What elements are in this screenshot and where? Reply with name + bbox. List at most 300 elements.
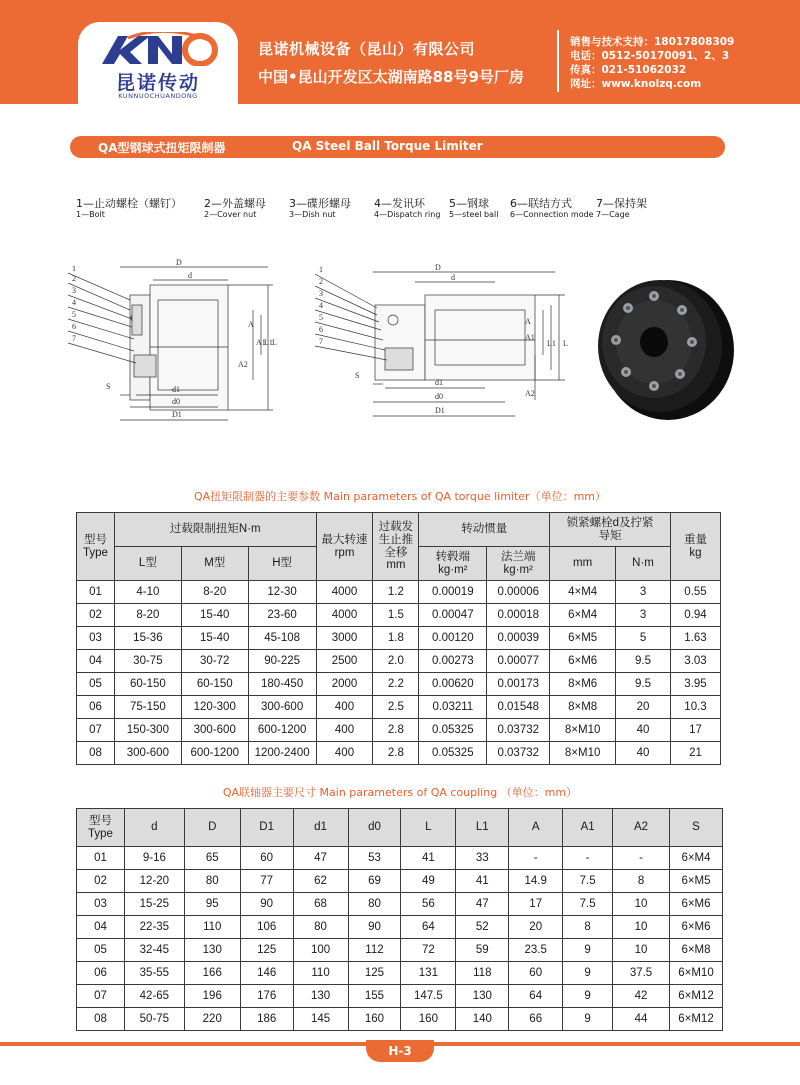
table1-cell: 0.00273: [419, 650, 487, 673]
table2-cell: 41: [456, 870, 509, 893]
table1-cell: 0.00039: [487, 627, 550, 650]
table2-cell: 8: [613, 870, 670, 893]
table2-cell: 64: [401, 916, 456, 939]
title-cn: QA型钢球式扭矩限制器: [98, 141, 226, 155]
table2-row: [77, 962, 723, 985]
table2-cell: 155: [348, 985, 401, 1008]
table2-cell: 6×M4: [669, 847, 722, 870]
table1-cell: 0.03732: [487, 719, 550, 742]
legend-item-6-en: 6—Connection mode: [510, 210, 594, 219]
table1-cell: 0.05325: [419, 742, 487, 765]
table1-row: [77, 627, 721, 650]
table2-cell: 15-25: [124, 893, 184, 916]
table1-cell: 1200-2400: [248, 742, 316, 765]
table2-cell: 07: [77, 985, 125, 1008]
table2-row: [77, 916, 723, 939]
header-divider: [557, 30, 559, 92]
callout-5-b: 5: [319, 313, 323, 322]
table2-cell: 42-65: [124, 985, 184, 1008]
dim-d-2: d: [451, 273, 455, 282]
table2-cell: -: [613, 847, 670, 870]
legend-item-5: 5—钢球: [449, 197, 489, 210]
table2-row: [77, 870, 723, 893]
table1-header-row: [77, 513, 721, 547]
th2-col: A2: [613, 809, 670, 847]
table1-cell: 04: [77, 650, 115, 673]
table1-cell: 08: [77, 742, 115, 765]
th-bolt: 锁紧螺栓d及拧紧 导矩: [550, 513, 671, 547]
dim-d0-2: d0: [435, 392, 443, 401]
legend-item-1-en: 1—Bolt: [76, 210, 105, 219]
th2-type: 型号 Type: [77, 809, 125, 847]
table2-cell: 90: [348, 916, 401, 939]
dim-D: D: [176, 258, 182, 267]
product-photo: [588, 268, 736, 424]
contact-fax: 传真：021-51062032: [570, 64, 687, 76]
dim-S: S: [106, 382, 111, 391]
table1-cell: 400: [316, 719, 373, 742]
table1-cell: 01: [77, 581, 115, 604]
table1-cell: 17: [670, 719, 720, 742]
legend-item-7-en: 7—Cage: [596, 210, 630, 219]
callout-1-b: 1: [319, 265, 323, 274]
table1-row: [77, 673, 721, 696]
table1-cell: 4000: [316, 581, 373, 604]
table2-cell: 66: [509, 1008, 563, 1031]
table1-cell: 40: [616, 742, 671, 765]
table1-cell: 9.5: [616, 650, 671, 673]
table2-cell: -: [509, 847, 563, 870]
table1-cell: 3: [616, 604, 671, 627]
legend-item-1: 1—止动螺栓（螺钉）: [76, 197, 182, 210]
table1-cell: 90-225: [248, 650, 316, 673]
title-en: QA Steel Ball Torque Limiter: [292, 139, 483, 153]
dim-S-2: S: [355, 371, 360, 380]
table2-cell: 80: [348, 893, 401, 916]
table2-cell: 04: [77, 916, 125, 939]
table1-cell: 4-10: [114, 581, 181, 604]
table2-row: [77, 939, 723, 962]
company-name: 昆诺机械设备（昆山）有限公司: [258, 40, 476, 58]
callout-7-b: 7: [319, 337, 323, 346]
table1-row: [77, 696, 721, 719]
table2-cell: 9: [563, 985, 613, 1008]
table1-cell: 8-20: [181, 581, 248, 604]
callout-6-b: 6: [319, 325, 323, 334]
table1-cell: 20: [616, 696, 671, 719]
table1-cell: 0.00620: [419, 673, 487, 696]
table1-cell: 2.5: [373, 696, 419, 719]
table1-cell: 0.01548: [487, 696, 550, 719]
table2-cell: 14.9: [509, 870, 563, 893]
table2-cell: 49: [401, 870, 456, 893]
th-flange: 法兰端 kg·m²: [487, 547, 550, 581]
table2-cell: 95: [184, 893, 240, 916]
dim-A: A: [248, 320, 254, 329]
table1-cell: 4000: [316, 604, 373, 627]
th-inertia: 转动惯量: [419, 513, 550, 547]
table1-cell: 06: [77, 696, 115, 719]
section-drawing-left: [68, 255, 300, 430]
table1-cell: 400: [316, 742, 373, 765]
legend-item-2-en: 2—Cover nut: [204, 210, 257, 219]
table1-cell: 0.00077: [487, 650, 550, 673]
table1-cell: 6×M4: [550, 604, 616, 627]
table1-cell: 0.03211: [419, 696, 487, 719]
table2-cell: 160: [348, 1008, 401, 1031]
table1-cell: 1.5: [373, 604, 419, 627]
section-drawing-right: [315, 260, 577, 430]
th-M: M型: [181, 547, 248, 581]
table1-cell: 0.00019: [419, 581, 487, 604]
table2-cell: 37.5: [613, 962, 670, 985]
table2-cell: 47: [456, 893, 509, 916]
callout-4-b: 4: [319, 301, 323, 310]
table1-cell: 300-600: [181, 719, 248, 742]
table2-cell: 33: [456, 847, 509, 870]
table2-cell: 10: [613, 893, 670, 916]
table1-cell: 2.8: [373, 742, 419, 765]
table1-cell: 21: [670, 742, 720, 765]
table2-cell: 10: [613, 939, 670, 962]
dim-A1: A1: [256, 338, 266, 347]
callout-5: 5: [72, 310, 76, 319]
table2-cell: 72: [401, 939, 456, 962]
table2-caption: QA联轴器主要尺寸 Main parameters of QA coupling （单位：mm）: [222, 786, 578, 799]
table1-cell: 180-450: [248, 673, 316, 696]
table2-cell: 35-55: [124, 962, 184, 985]
table1-row: [77, 581, 721, 604]
table2-cell: 56: [401, 893, 456, 916]
table2-cell: 160: [401, 1008, 456, 1031]
table1-cell: 3: [616, 581, 671, 604]
table1-cell: 1.8: [373, 627, 419, 650]
th2-col: A1: [563, 809, 613, 847]
legend-item-3: 3—碟形螺母: [289, 197, 351, 210]
legend-item-4-en: 4—Dispatch ring: [374, 210, 441, 219]
callout-1: 1: [72, 264, 76, 273]
table2-cell: 59: [456, 939, 509, 962]
table1-cell: 6×M5: [550, 627, 616, 650]
torque-limiter-table: [76, 512, 721, 765]
table1-cell: 120-300: [181, 696, 248, 719]
table1-cell: 02: [77, 604, 115, 627]
table2-cell: 23.5: [509, 939, 563, 962]
logo-cn: 昆诺传动: [115, 72, 200, 94]
table1-cell: 0.94: [670, 604, 720, 627]
th2-col: d: [124, 809, 184, 847]
table1-row: [77, 604, 721, 627]
table2-cell: 6×M6: [669, 916, 722, 939]
table1-cell: 1.2: [373, 581, 419, 604]
legend-item-6: 6—联结方式: [510, 197, 572, 210]
table2-cell: 47: [293, 847, 348, 870]
dim-L: L: [272, 338, 277, 347]
table1-cell: 05: [77, 673, 115, 696]
table2-cell: 131: [401, 962, 456, 985]
table2-cell: 147.5: [401, 985, 456, 1008]
table2-cell: 44: [613, 1008, 670, 1031]
contact-sales: 销售与技术支持：18017808309: [570, 36, 735, 48]
th-speed: 最大转速 rpm: [316, 513, 373, 581]
table2-cell: 41: [401, 847, 456, 870]
table1-cell: 3.03: [670, 650, 720, 673]
th-L: L型: [114, 547, 181, 581]
table2-cell: 42: [613, 985, 670, 1008]
table2-cell: 7.5: [563, 893, 613, 916]
table1-cell: 0.00006: [487, 581, 550, 604]
table2-cell: 8: [563, 916, 613, 939]
table2-cell: 60: [509, 962, 563, 985]
table1-cell: 8×M10: [550, 742, 616, 765]
table1-cell: 0.05325: [419, 719, 487, 742]
table2-cell: 6×M10: [669, 962, 722, 985]
callout-3: 3: [72, 286, 76, 295]
table2-cell: 50-75: [124, 1008, 184, 1031]
table2-cell: 90: [240, 893, 293, 916]
table1-cell: 600-1200: [248, 719, 316, 742]
table2-cell: 52: [456, 916, 509, 939]
table1-cell: 300-600: [114, 742, 181, 765]
legend-item-5-en: 5—steel ball: [449, 210, 499, 219]
table2-cell: 05: [77, 939, 125, 962]
table1-cell: 0.00173: [487, 673, 550, 696]
callout-3-b: 3: [319, 289, 323, 298]
callout-7: 7: [72, 334, 76, 343]
legend-item-3-en: 3—Dish nut: [289, 210, 336, 219]
table1-cell: 30-72: [181, 650, 248, 673]
table2-row: [77, 985, 723, 1008]
table2-cell: 6×M12: [669, 985, 722, 1008]
table1-cell: 300-600: [248, 696, 316, 719]
th2-col: A: [509, 809, 563, 847]
dim-d0: d0: [172, 397, 180, 406]
table2-cell: 62: [293, 870, 348, 893]
table2-cell: 60: [240, 847, 293, 870]
table2-row: [77, 847, 723, 870]
table2-cell: 100: [293, 939, 348, 962]
table2-cell: 186: [240, 1008, 293, 1031]
page-number: H-3: [388, 1044, 412, 1058]
dim-L1: L1: [264, 338, 273, 347]
table1-row: [77, 742, 721, 765]
table1-cell: 0.00047: [419, 604, 487, 627]
callout-6: 6: [72, 322, 76, 331]
table2-cell: 01: [77, 847, 125, 870]
th2-col: S: [669, 809, 722, 847]
table2-cell: 130: [184, 939, 240, 962]
table1-cell: 03: [77, 627, 115, 650]
table2-cell: 6×M6: [669, 893, 722, 916]
table1-cell: 12-30: [248, 581, 316, 604]
table1-cell: 15-40: [181, 604, 248, 627]
table2-cell: 7.5: [563, 870, 613, 893]
table2-cell: 112: [348, 939, 401, 962]
table2-cell: 6×M8: [669, 939, 722, 962]
table1-cell: 2.0: [373, 650, 419, 673]
table1-cell: 2.8: [373, 719, 419, 742]
table2-cell: 32-45: [124, 939, 184, 962]
th-weight: 重量 kg: [670, 513, 720, 581]
table2-cell: 6×M12: [669, 1008, 722, 1031]
table2-cell: 130: [456, 985, 509, 1008]
dim-d1: d1: [172, 385, 180, 394]
table1-row: [77, 719, 721, 742]
th2-col: D: [184, 809, 240, 847]
table2-cell: 6×M5: [669, 870, 722, 893]
table1-cell: 0.00018: [487, 604, 550, 627]
table2-cell: 176: [240, 985, 293, 1008]
th-bolt-nm: N·m: [616, 547, 671, 581]
table2-cell: 125: [240, 939, 293, 962]
table1-cell: 150-300: [114, 719, 181, 742]
table2-cell: 65: [184, 847, 240, 870]
th2-col: d1: [293, 809, 348, 847]
contact-website: 网址：www.knolzq.com: [570, 78, 702, 90]
table2-cell: 166: [184, 962, 240, 985]
table1-cell: 3000: [316, 627, 373, 650]
table1-cell: 8×M8: [550, 696, 616, 719]
table1-cell: 1.63: [670, 627, 720, 650]
th-type: 型号 Type: [77, 513, 115, 581]
table1-cell: 07: [77, 719, 115, 742]
table1-cell: 8×M6: [550, 673, 616, 696]
table2-cell: 9: [563, 1008, 613, 1031]
table2-cell: 9: [563, 962, 613, 985]
dim-A2-2: A2: [525, 389, 535, 398]
dim-d1-2: d1: [435, 378, 443, 387]
table1-cell: 5: [616, 627, 671, 650]
coupling-dimensions-table: [76, 808, 723, 1031]
table2-cell: 64: [509, 985, 563, 1008]
table1-cell: 60-150: [181, 673, 248, 696]
table1-cell: 10.3: [670, 696, 720, 719]
table2-cell: 110: [184, 916, 240, 939]
table1-cell: 45-108: [248, 627, 316, 650]
dim-D1: D1: [172, 410, 182, 419]
table1-cell: 15-40: [181, 627, 248, 650]
dim-A1-2: A1: [525, 333, 535, 342]
table2-cell: 03: [77, 893, 125, 916]
table1-cell: 8-20: [114, 604, 181, 627]
table2-cell: 130: [293, 985, 348, 1008]
table2-cell: 02: [77, 870, 125, 893]
table1-cell: 8×M10: [550, 719, 616, 742]
company-address: 中国•昆山开发区太湖南路88号9号厂房: [258, 68, 524, 86]
table2-cell: 220: [184, 1008, 240, 1031]
table2-cell: 08: [77, 1008, 125, 1031]
table1-cell: 3.95: [670, 673, 720, 696]
table2-cell: 140: [456, 1008, 509, 1031]
table1-cell: 60-150: [114, 673, 181, 696]
table2-cell: 118: [456, 962, 509, 985]
th2-col: D1: [240, 809, 293, 847]
th2-col: L1: [456, 809, 509, 847]
legend-item-4: 4—发讯环: [374, 197, 425, 210]
table2-cell: 80: [184, 870, 240, 893]
table2-cell: 68: [293, 893, 348, 916]
company-logo: [98, 32, 218, 66]
table2-cell: 196: [184, 985, 240, 1008]
table1-cell: 75-150: [114, 696, 181, 719]
table1-cell: 600-1200: [181, 742, 248, 765]
table1-cell: 2500: [316, 650, 373, 673]
dim-D1-2: D1: [435, 406, 445, 415]
table1-cell: 30-75: [114, 650, 181, 673]
table2-row: [77, 893, 723, 916]
th2-col: L: [401, 809, 456, 847]
table2-cell: 80: [293, 916, 348, 939]
table2-cell: 22-35: [124, 916, 184, 939]
table2-cell: 9-16: [124, 847, 184, 870]
table2-cell: 9: [563, 939, 613, 962]
table1-cell: 15-36: [114, 627, 181, 650]
table1-cell: 0.55: [670, 581, 720, 604]
table1-cell: 0.03732: [487, 742, 550, 765]
table2-cell: -: [563, 847, 613, 870]
th-H: H型: [248, 547, 316, 581]
dim-A2: A2: [238, 360, 248, 369]
section-title-bar: [70, 136, 725, 158]
table2-row: [77, 1008, 723, 1031]
table2-cell: 110: [293, 962, 348, 985]
table2-cell: 106: [240, 916, 293, 939]
table2-cell: 17: [509, 893, 563, 916]
table2-cell: 69: [348, 870, 401, 893]
table1-cell: 40: [616, 719, 671, 742]
table1-cell: 2.2: [373, 673, 419, 696]
table1-cell: 9.5: [616, 673, 671, 696]
legend-item-2: 2—外盖螺母: [204, 197, 266, 210]
th-hub: 转毂端 kg·m²: [419, 547, 487, 581]
table1-row: [77, 650, 721, 673]
dim-L-2: L: [563, 339, 568, 348]
table2-cell: 53: [348, 847, 401, 870]
callout-2: 2: [72, 274, 76, 283]
contact-phone: 电话：0512-50170091、2、3: [570, 50, 730, 62]
table2-cell: 20: [509, 916, 563, 939]
page-header: [0, 0, 800, 104]
th-bolt-mm: mm: [550, 547, 616, 581]
table2-cell: 145: [293, 1008, 348, 1031]
callout-4: 4: [72, 298, 76, 307]
table1-cell: 0.00120: [419, 627, 487, 650]
dim-D-2: D: [435, 263, 441, 272]
dim-A-2: A: [525, 317, 531, 326]
callout-2-b: 2: [319, 277, 323, 286]
th-push: 过载发 生止推 全移 mm: [373, 513, 419, 581]
logo-en: KUNNUOCHUANDONG: [118, 92, 198, 100]
dim-L1-2: L1: [547, 339, 556, 348]
table2-cell: 10: [613, 916, 670, 939]
table1-caption: QA扭矩限制器的主要参数 Main parameters of QA torque limiter（单位：mm）: [193, 490, 607, 503]
table1-cell: 6×M6: [550, 650, 616, 673]
legend-item-7: 7—保持架: [596, 197, 647, 210]
table2-header-row: [77, 809, 723, 847]
table1-cell: 23-60: [248, 604, 316, 627]
dim-d: d: [188, 271, 192, 280]
table2-cell: 06: [77, 962, 125, 985]
table1-cell: 400: [316, 696, 373, 719]
table2-cell: 77: [240, 870, 293, 893]
th2-col: d0: [348, 809, 401, 847]
table2-cell: 146: [240, 962, 293, 985]
logo-block: [78, 22, 238, 104]
table1-cell: 4×M4: [550, 581, 616, 604]
table2-cell: 12-20: [124, 870, 184, 893]
table1-cell: 2000: [316, 673, 373, 696]
th-torque: 过载限制扭矩N·m: [114, 513, 316, 547]
